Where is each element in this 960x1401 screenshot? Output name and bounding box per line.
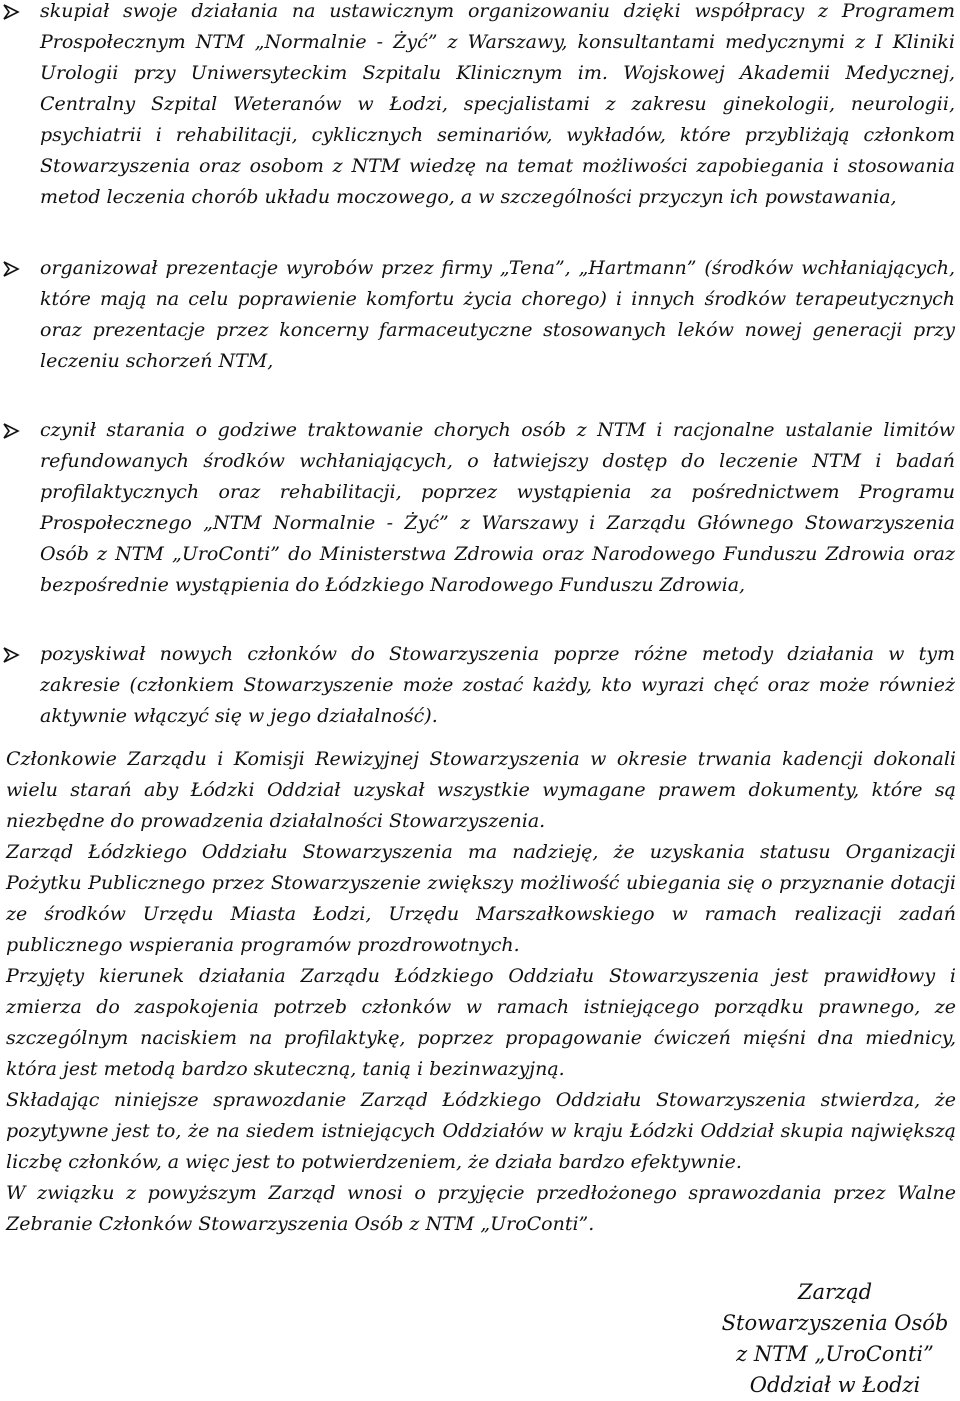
arrowhead-bullet-icon: [2, 3, 20, 21]
bullet-text: organizował prezentacje wyrobów przez firmy „Tena”, „Hartmann” (środków wchłaniających, które mają na celu poprawienie komfortu życia chorego) i innych środków terapeutycznych oraz prezentacje przez koncerny farmaceutyczne stosowanych leków nowej generacji przy leczeniu schorzeń NTM,: [40, 257, 955, 372]
signature-line: Stowarzyszenia Osób: [721, 1311, 949, 1335]
arrowhead-bullet-icon: [2, 422, 20, 440]
arrowhead-bullet-icon: [2, 646, 20, 664]
bullet-item: [0, 0, 955, 213]
signature-line: Zarząd: [797, 1280, 873, 1304]
paragraph: Członkowie Zarządu i Komisji Rewizyjnej Stowarzyszenia w okresie trwania kadencji dokonali wielu starań aby Łódzki Oddział uzyskał wszystkie wymagane prawem dokumenty, które są niezbędne do prowadzenia działalności Stowarzyszenia.: [6, 748, 956, 832]
paragraph: Składając niniejsze sprawozdanie Zarząd Łódzkiego Oddziału Stowarzyszenia stwierdza, że pozytywne jest to, że na siedem istniejących Oddziałów w kraju Łódzki Oddział skupia największą liczbę członków, a więc jest to potwierdzeniem, że działa bardzo efektywnie.: [6, 1089, 956, 1173]
bullet-item: [0, 639, 955, 732]
bullet-item: [0, 415, 955, 601]
bullet-text: czynił starania o godziwe traktowanie chorych osób z NTM i racjonalne ustalanie limitów refundowanych środków wchłaniających, o łatwiejszy dostęp do leczenie NTM i badań profilaktycznych oraz rehabilitacji, poprzez wystąpienia za pośrednictwem Programu Prospołecznego „NTM Normalnie - Żyć” z Warszawy i Zarządu Głównego Stowarzyszenia Osób z NTM „UroConti” do Ministerstwa Zdrowia oraz Narodowego Funduszu Zdrowia oraz bezpośrednie wystąpienia do Łódzkiego Narodowego Funduszu Zdrowia,: [40, 419, 955, 596]
signature-line: z NTM „UroConti”: [736, 1342, 934, 1366]
arrowhead-bullet-icon: [2, 260, 20, 278]
body-paragraphs: [6, 744, 956, 1240]
bullet-text: skupiał swoje działania na ustawicznym organizowaniu dzięki współpracy z Programem Prospołecznym NTM „Normalnie - Żyć” z Warszawy, konsultantami medycznymi z I Kliniki Urologii przy Uniwersyteckim Szpitalu Klinicznym im. Wojskowej Akademii Medycznej, Centralny Szpital Weteranów w Łodzi, specjalistami z zakresu ginekologii, neurologii, psychiatrii i rehabilitacji, cyklicznych seminariów, wykładów, które przybliżają członkom Stowarzyszenia oraz osobom z NTM wiedzę na temat możliwości zapobiegania i stosowania metod leczenia chorób układu moczowego, a w szczególności przyczyn ich powstawania,: [40, 0, 955, 208]
bullet-text: pozyskiwał nowych członków do Stowarzyszenia poprze różne metody działania w tym zakresie (członkiem Stowarzyszenie może zostać każdy, kto wyrazi chęć oraz może również aktywnie włączyć się w jego działalność).: [40, 643, 955, 727]
paragraph: Przyjęty kierunek działania Zarządu Łódzkiego Oddziału Stowarzyszenia jest prawidłowy i zmierza do zaspokojenia potrzeb członków w ramach istniejącego porządku prawnego, ze szczególnym naciskiem na profilaktykę, poprzez propagowanie ćwiczeń mięśni dna miednicy, która jest metodą bardzo skuteczną, tanią i bezinwazyjną.: [6, 965, 956, 1080]
signature-line: Oddział w Łodzi: [749, 1373, 921, 1397]
bullet-item: [0, 253, 955, 377]
signature-block: [700, 1277, 960, 1401]
paragraph: Zarząd Łódzkiego Oddziału Stowarzyszenia ma nadzieję, że uzyskania statusu Organizacji Pożytku Publicznego przez Stowarzyszenie zwiększy możliwość ubiegania się o przyznanie dotacji ze środków Urzędu Miasta Łodzi, Urzędu Marszałkowskiego w ramach realizacji zadań publicznego wspierania programów prozdrowotnych.: [6, 841, 956, 956]
paragraph: W związku z powyższym Zarząd wnosi o przyjęcie przedłożonego sprawozdania przez Walne Zebranie Członków Stowarzyszenia Osób z NTM „UroConti”.: [6, 1182, 956, 1235]
